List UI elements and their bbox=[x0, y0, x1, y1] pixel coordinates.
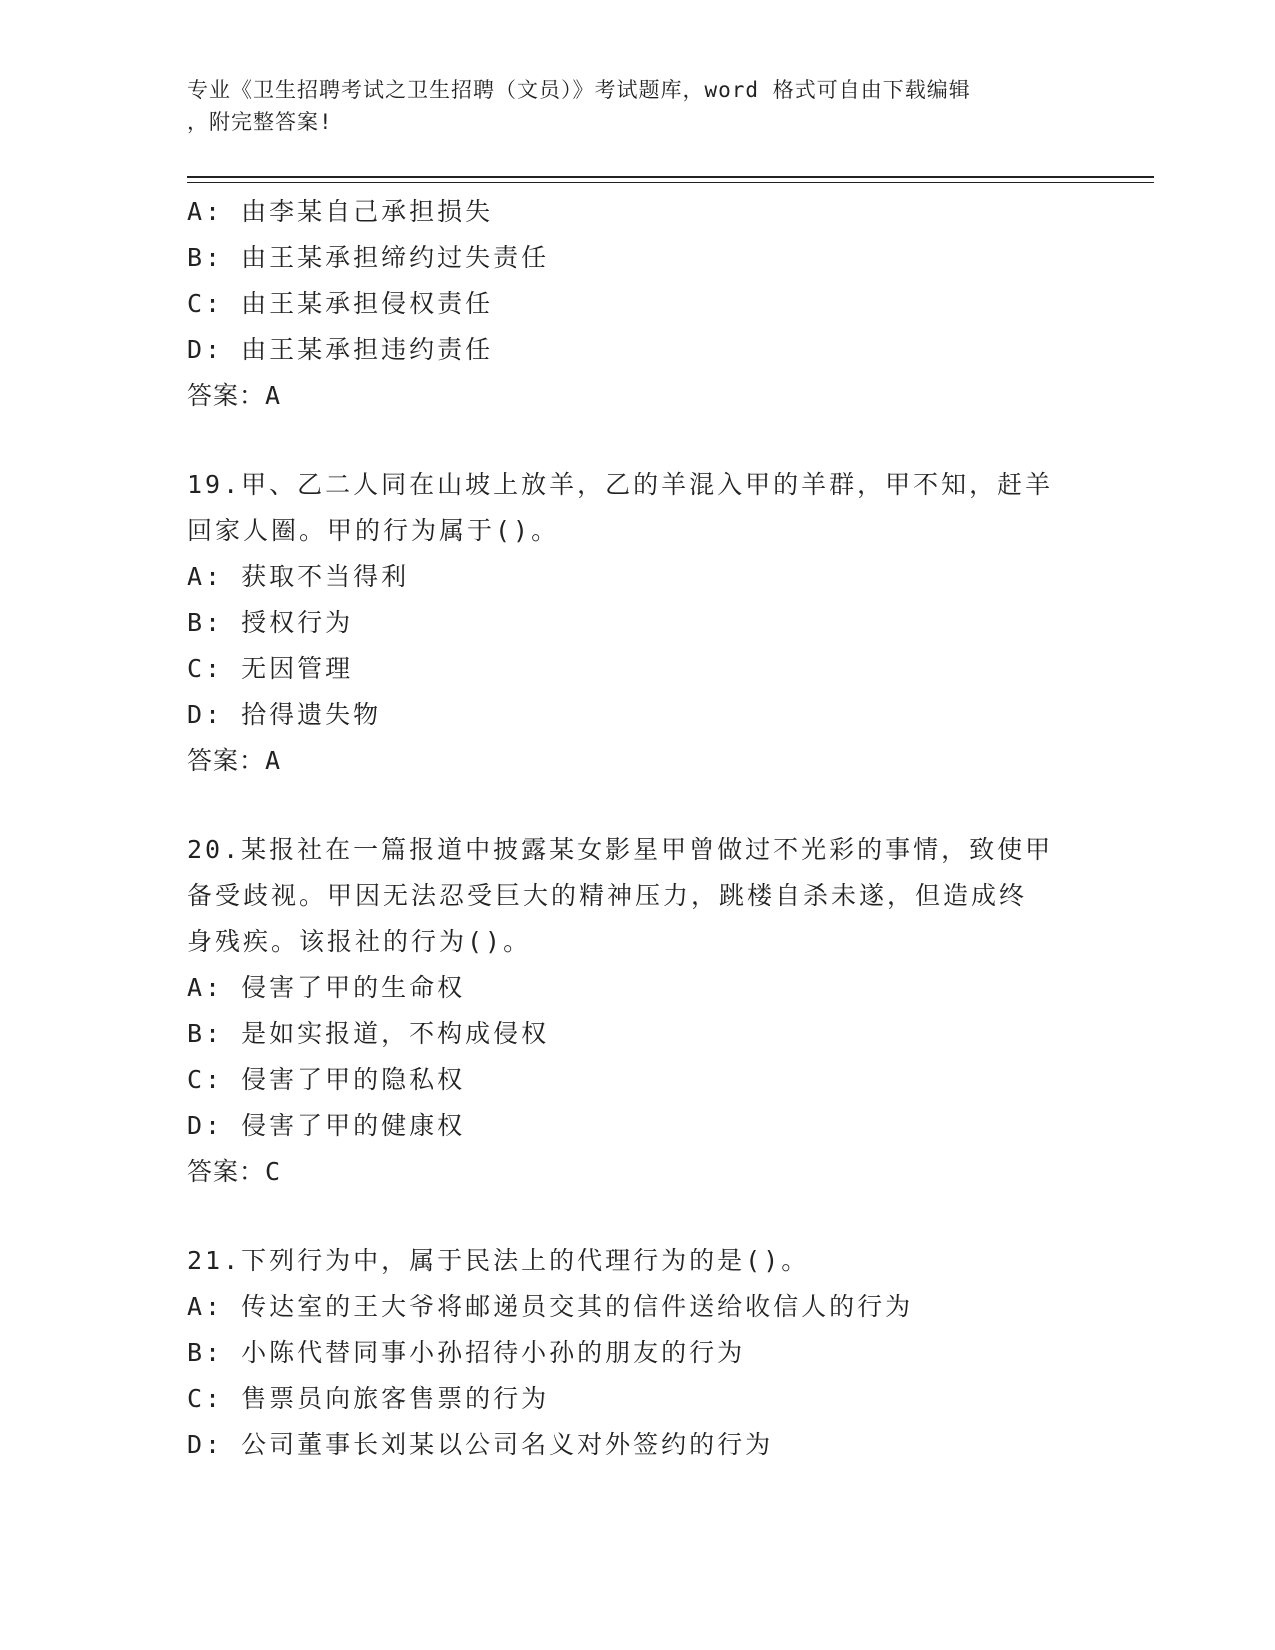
question-stem-line: 身残疾。该报社的行为()。 bbox=[187, 927, 532, 956]
answer-value: A bbox=[265, 746, 282, 775]
page-header bbox=[187, 74, 1067, 138]
answer-value: C bbox=[265, 1157, 282, 1186]
answer-label: 答案： bbox=[187, 746, 266, 775]
option-b: B: 是如实报道，不构成侵权 bbox=[187, 1019, 550, 1048]
option-d: D: 侵害了甲的健康权 bbox=[187, 1111, 466, 1140]
option-d: D: 公司董事长刘某以公司名义对外签约的行为 bbox=[187, 1430, 774, 1459]
question-19 bbox=[187, 462, 1087, 784]
answer-label: 答案： bbox=[187, 1157, 266, 1186]
question-20 bbox=[187, 827, 1087, 1195]
option-c: C: 无因管理 bbox=[187, 654, 354, 683]
answer-line bbox=[187, 738, 1087, 784]
question-content bbox=[187, 189, 1087, 1468]
header-line-2: ，附完整答案! bbox=[187, 110, 333, 134]
answer-value: A bbox=[265, 381, 282, 410]
option-a: A: 由李某自己承担损失 bbox=[187, 197, 494, 226]
option-c: C: 售票员向旅客售票的行为 bbox=[187, 1384, 550, 1413]
question-stem-line: 备受歧视。甲因无法忍受巨大的精神压力，跳楼自杀未遂，但造成终 bbox=[187, 881, 1028, 910]
question-stem-line: 21.下列行为中，属于民法上的代理行为的是()。 bbox=[187, 1246, 810, 1275]
option-d: D: 由王某承担违约责任 bbox=[187, 335, 494, 364]
question-continued bbox=[187, 189, 1087, 419]
option-b: B: 授权行为 bbox=[187, 608, 354, 637]
header-divider-thick bbox=[187, 176, 1154, 178]
header-divider-thin bbox=[187, 182, 1154, 183]
answer-line bbox=[187, 373, 1087, 419]
option-a: A: 侵害了甲的生命权 bbox=[187, 973, 466, 1002]
header-line-1: 专业《卫生招聘考试之卫生招聘（文员）》考试题库，word 格式可自由下载编辑 bbox=[187, 78, 971, 102]
option-b: B: 小陈代替同事小孙招待小孙的朋友的行为 bbox=[187, 1338, 746, 1367]
option-a: A: 传达室的王大爷将邮递员交其的信件送给收信人的行为 bbox=[187, 1292, 914, 1321]
option-a: A: 获取不当得利 bbox=[187, 562, 410, 591]
question-21 bbox=[187, 1238, 1087, 1468]
option-d: D: 拾得遗失物 bbox=[187, 700, 382, 729]
option-b: B: 由王某承担缔约过失责任 bbox=[187, 243, 550, 272]
answer-label: 答案： bbox=[187, 381, 266, 410]
option-c: C: 侵害了甲的隐私权 bbox=[187, 1065, 466, 1094]
question-stem-line: 19.甲、乙二人同在山坡上放羊，乙的羊混入甲的羊群，甲不知，赶羊 bbox=[187, 470, 1054, 499]
question-stem-line: 20.某报社在一篇报道中披露某女影星甲曾做过不光彩的事情，致使甲 bbox=[187, 835, 1054, 864]
answer-line bbox=[187, 1149, 1087, 1195]
question-stem-line: 回家人圈。甲的行为属于()。 bbox=[187, 516, 560, 545]
option-c: C: 由王某承担侵权责任 bbox=[187, 289, 494, 318]
